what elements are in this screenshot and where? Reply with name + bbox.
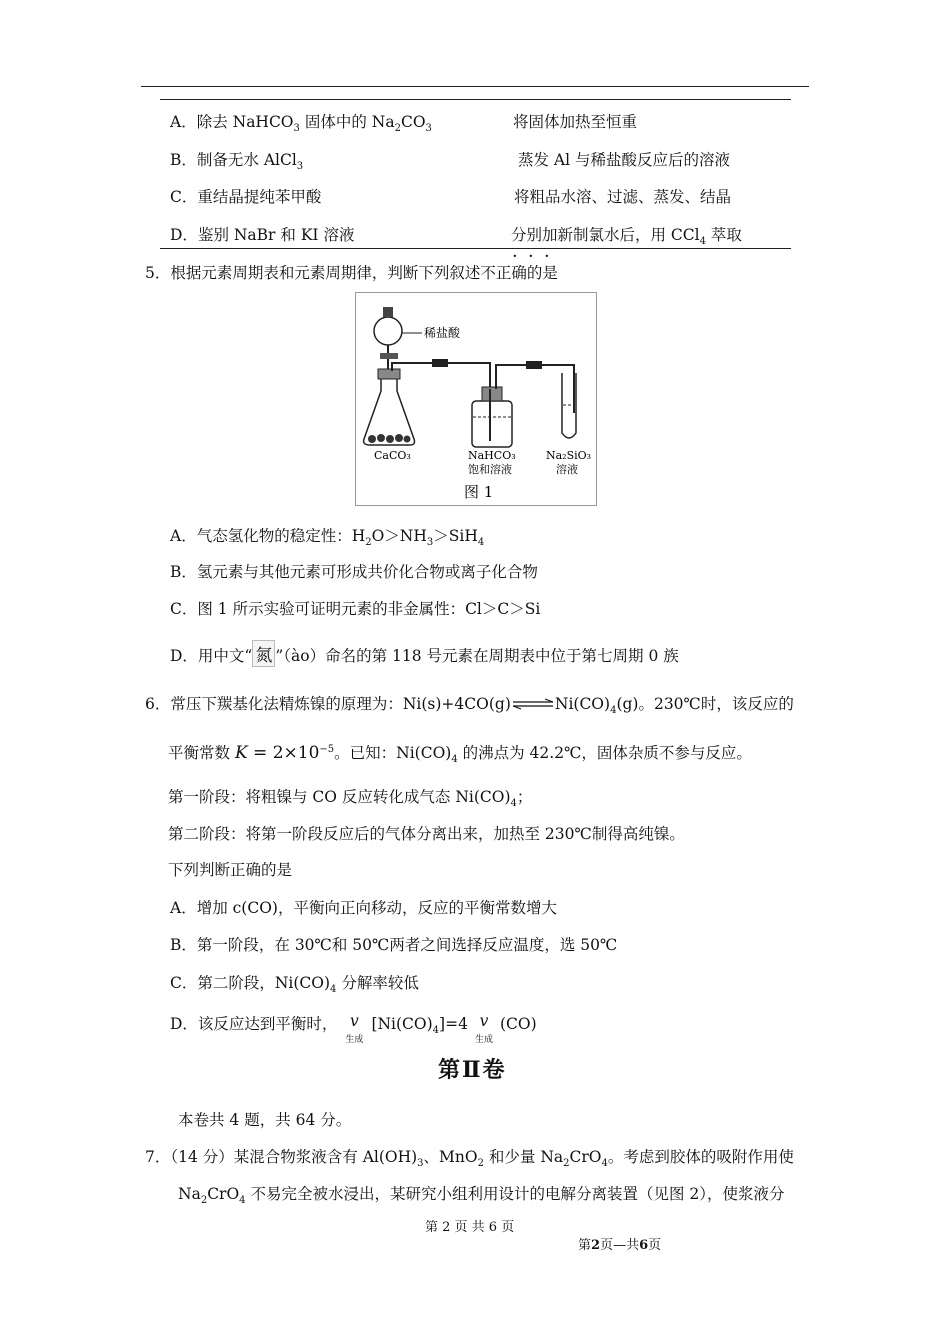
header-rule [141,86,809,87]
q5-option-d [170,640,679,667]
option-label: A． [170,113,197,131]
q6-option-b: B．第一阶段，在 30℃和 50℃两者之间选择反应温度，选 50℃ [170,936,618,954]
option-text: ”（ào）命名的第 118 号元素在周期表中位于第七周期 0 族 [275,647,679,665]
tube-label-1: Na₂SiO₃ [546,449,592,462]
stem-text: ； [516,788,533,806]
section-2-title: 第Ⅱ卷 [438,1057,507,1083]
option-label: B． [170,151,197,169]
q7-line-1 [145,1145,794,1167]
q6-option-a: A．增加 c(CO)，平衡向正向移动，反应的平衡常数增大 [170,899,557,917]
page-footer-right [578,1234,661,1253]
page-footer-center: 第 2 页 共 6 页 [425,1220,515,1235]
wash-bottle [472,401,512,447]
bottle-label-1: NaHCO₃ [468,449,516,462]
table-row-d-method [511,223,742,245]
q6-option-c [170,971,419,993]
subscript: 2 [365,537,372,548]
stem-text: 第一阶段：将粗镍与 CO 反应转化成气态 Ni(CO) [168,788,511,806]
option-text: ]=4 [439,1015,468,1033]
option-text: 分解率较低 [336,974,419,992]
subscript: 2 [477,1158,484,1169]
superscript: −5 [319,743,335,755]
q6-line-2 [168,741,752,763]
subscript: 3 [426,537,434,548]
option-text: ＞SiH [433,527,478,545]
bottle-label-2: 饱和溶液 [468,463,512,476]
row-text: 除去 NaHCO [196,113,294,131]
stem-text: 的沸点为 42.2℃，固体杂质不参与反应。 [457,744,752,762]
q5-option-c: C．图 1 所示实验可证明元素的非金属性：Cl＞C＞Si [170,600,541,618]
apparatus-diagram [356,293,596,505]
separatory-funnel [374,317,402,345]
q7-line-2 [178,1182,785,1204]
subscript: 2 [394,123,401,134]
conical-flask [364,375,415,445]
stem-text: 不易完全被水浸出，某研究小组利用设计的电解分离装置（见图 2），使浆液分 [245,1185,785,1203]
table-row-d [170,223,354,245]
subscript: 3 [296,161,304,172]
emphasis-dot: · [528,246,534,267]
q5-option-b: B．氢元素与其他元素可形成共价化合物或离子化合物 [170,563,538,581]
subscript: 4 [432,1025,440,1036]
row-text: 分别加新制氯水后，用 CCl [511,226,700,244]
footer-text: 第 [578,1238,592,1253]
row-text: 萃取 [705,226,742,244]
option-text: (CO) [499,1015,537,1033]
section-2-intro: 本卷共 4 题，共 64 分。 [178,1111,352,1129]
subscript: 3 [417,1158,424,1169]
subscript: 4 [330,984,337,995]
option-text: D．用中文“ [170,647,253,665]
footer-text: 页 [648,1238,662,1253]
subscript: 4 [610,705,617,716]
element-character-image: 氮 [252,640,275,667]
subscript: 4 [239,1195,246,1206]
row-text: 鉴别 NaBr 和 KI 溶液 [197,226,355,244]
k-symbol: K [234,743,248,763]
stem-text: CrO [207,1185,240,1203]
subscript: 4 [510,798,517,809]
rate-symbol-2 [468,1012,500,1048]
stem-text: 6．常压下羰基化法精炼镍的原理为：Ni(s)+4CO(g) [145,695,511,713]
emphasis-text: 不正确 [480,264,527,282]
subscript-text: 生成 [345,1035,364,1045]
subscript: 4 [699,236,706,247]
q6-line-5: 下列判断正确的是 [168,861,293,879]
stem-text: 7．（14 分）某混合物浆液含有 Al(OH) [145,1148,418,1166]
funnel-label: 稀盐酸 [424,326,461,340]
flask-stopper [378,369,400,379]
funnel-stopper [383,307,393,317]
subscript: 3 [293,123,300,134]
option-text: [Ni(CO) [371,1015,433,1033]
stem-text: 和少量 Na [483,1148,564,1166]
subscript: 4 [451,754,458,765]
option-text: A．气态氢化物的稳定性：H [170,527,366,545]
figure-caption: 图 1 [464,483,494,501]
stem-text: CrO [569,1148,602,1166]
table-row-a-method: 将固体加热至恒重 [513,113,638,131]
subscript: 4 [477,537,485,548]
row-text: 固体中的 Na [299,113,395,131]
row-text: 重结晶提纯苯甲酸 [197,188,322,206]
table-row-b [170,148,303,170]
row-text: CO [400,113,426,131]
bottle-stopper [482,387,502,401]
caco3-pieces [368,434,411,443]
q6-line-1 [145,692,794,714]
stem-text: 平衡常数 [168,744,235,762]
stem-text: 。已知：Ni(CO) [334,744,452,762]
stem-text: Ni(CO) [554,695,611,713]
v-symbol: v [479,1012,489,1030]
table-row-a [170,110,432,132]
flask-label: CaCO₃ [374,449,411,462]
rate-symbol-1 [337,1012,371,1048]
option-text: D．该反应达到平衡时， [170,1015,338,1033]
subscript: 3 [425,123,432,134]
row-text: 制备无水 AlCl [196,151,297,169]
table-row-c [170,185,321,207]
footer-text: 页—共 [600,1238,640,1253]
option-label: D． [170,226,198,244]
subscript-text: 生成 [474,1035,493,1045]
tube-label-2: 溶液 [556,463,578,476]
q5-option-a [170,524,484,546]
q6-line-3 [168,785,532,807]
option-text: C．第二阶段，Ni(CO) [170,974,331,992]
q6-option-d [170,1012,537,1048]
option-label: C． [170,188,198,206]
rubber-joint-2 [526,361,542,369]
stem-text: 5．根据元素周期表和元素周期律，判断下列叙述 [145,264,481,282]
stem-text: (g)。230℃时，该反应的 [616,695,794,713]
stem-text: 。考虑到胶体的吸附作用使 [607,1148,794,1166]
rubber-joint-1 [432,359,448,367]
option-text: O＞NH [371,527,427,545]
subscript: 2 [200,1195,208,1206]
funnel-stopcock [380,353,398,359]
emphasis-dot: · [544,246,550,267]
table-row-c-method: 将粗品水溶、过滤、蒸发、结晶 [514,188,732,206]
q6-line-4: 第二阶段：将第一阶段反应后的气体分离出来，加热至 230℃制得高纯镍。 [168,825,685,843]
equilibrium-arrow-icon [511,696,555,714]
footer-page-total: 6 [639,1238,649,1253]
emphasis-dot: · [512,246,518,267]
subscript: 2 [563,1158,570,1169]
subscript: 4 [601,1158,608,1169]
stem-text: 、MnO [423,1148,478,1166]
stem-text: Na [178,1185,201,1203]
table-top-rule [160,99,791,100]
footer-page-number: 2 [591,1238,601,1253]
stem-text: 的是 [526,264,558,282]
figure-1-apparatus [355,292,597,506]
table-row-b-method: 蒸发 Al 与稀盐酸反应后的溶液 [518,151,731,169]
question-5-stem [145,261,558,283]
stem-text: = 2×10 [247,743,320,763]
v-symbol: v [350,1012,359,1030]
table-bottom-rule [160,248,791,249]
